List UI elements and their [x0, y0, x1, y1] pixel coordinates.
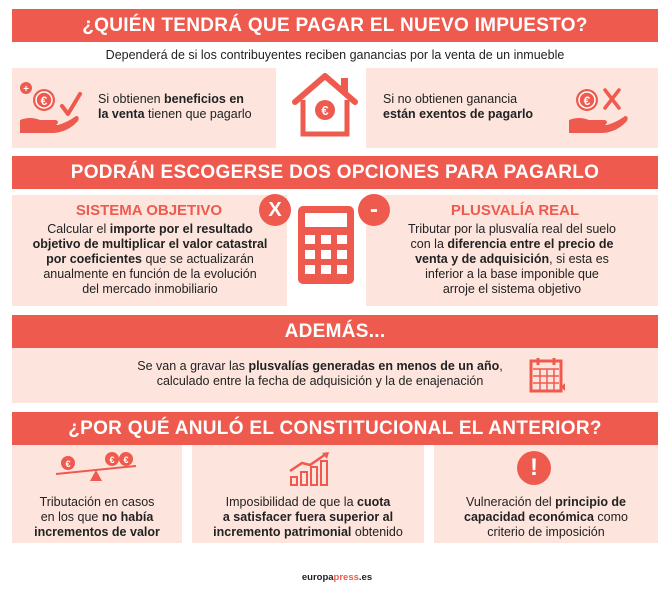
- balance-coins-icon: [54, 452, 138, 482]
- exclamation-icon: !: [517, 451, 551, 485]
- sistema-objetivo-text: Calcular el importe por el resultado objetivo de multiplicar el valor catastral por coeficientes que se actualizarán anualmente en función de la evolución del mercado inmobiliario: [32, 222, 268, 296]
- section1-title: ¿QUIÉN TENDRÁ QUE PAGAR EL NUEVO IMPUESTO?: [12, 9, 658, 42]
- svg-text:€: €: [321, 103, 329, 118]
- plus-icon: +: [23, 84, 29, 95]
- plusvalia-real-title: PLUSVALÍA REAL: [450, 202, 580, 219]
- calendar-icon: [529, 357, 567, 395]
- section4-col1-text: Tributación en casos en los que no había incrementos de valor: [34, 495, 160, 539]
- svg-text:€: €: [109, 455, 115, 465]
- sistema-objetivo-title: SISTEMA OBJETIVO: [75, 202, 223, 219]
- euro-icon: €: [40, 94, 48, 108]
- section4-title: ¿POR QUÉ ANULÓ EL CONSTITUCIONAL EL ANTERIOR?: [12, 412, 658, 445]
- section2-title: PODRÁN ESCOGERSE DOS OPCIONES PARA PAGARLO: [12, 156, 658, 189]
- multiply-icon: X: [259, 194, 291, 226]
- plusvalia-real-text: Tributar por la plusvalía real del suelo con la diferencia entre el precio de venta y de adquisición, si esta es inferior a la base imponible que arroje el sistema objetivo: [408, 222, 616, 296]
- section3-text: Se van a gravar las plusvalías generadas en menos de un año, calculado entre la fecha de adquisición y la de enajenación: [137, 359, 503, 388]
- hand-euro-check-icon: [16, 78, 86, 138]
- svg-text:€: €: [123, 455, 129, 465]
- section4-col2-text: Imposibilidad de que la cuota a satisfacer fuera superior al incremento patrimonial obtenido: [213, 495, 403, 539]
- section3-title: ADEMÁS...: [12, 315, 658, 348]
- svg-text:€: €: [583, 94, 591, 108]
- growth-chart-icon: [288, 451, 334, 487]
- section1-right-text: Si no obtienen ganancia están exentos de pagarlo: [383, 92, 534, 121]
- minus-icon: -: [358, 194, 390, 226]
- section1-left-text: Si obtienen beneficios en la venta tienen que pagarlo: [98, 92, 252, 121]
- section1-subtitle: Dependerá de si los contribuyentes reciben ganancias por la venta de un inmueble: [105, 48, 565, 62]
- house-euro-icon: [289, 68, 361, 140]
- svg-text:€: €: [65, 459, 71, 469]
- footer-logo: europapress.es: [301, 572, 373, 583]
- calculator-icon: [297, 205, 355, 285]
- section4-col3-text: Vulneración del principio de capacidad económica como criterio de imposición: [464, 495, 628, 539]
- hand-euro-cross-icon: [565, 78, 635, 138]
